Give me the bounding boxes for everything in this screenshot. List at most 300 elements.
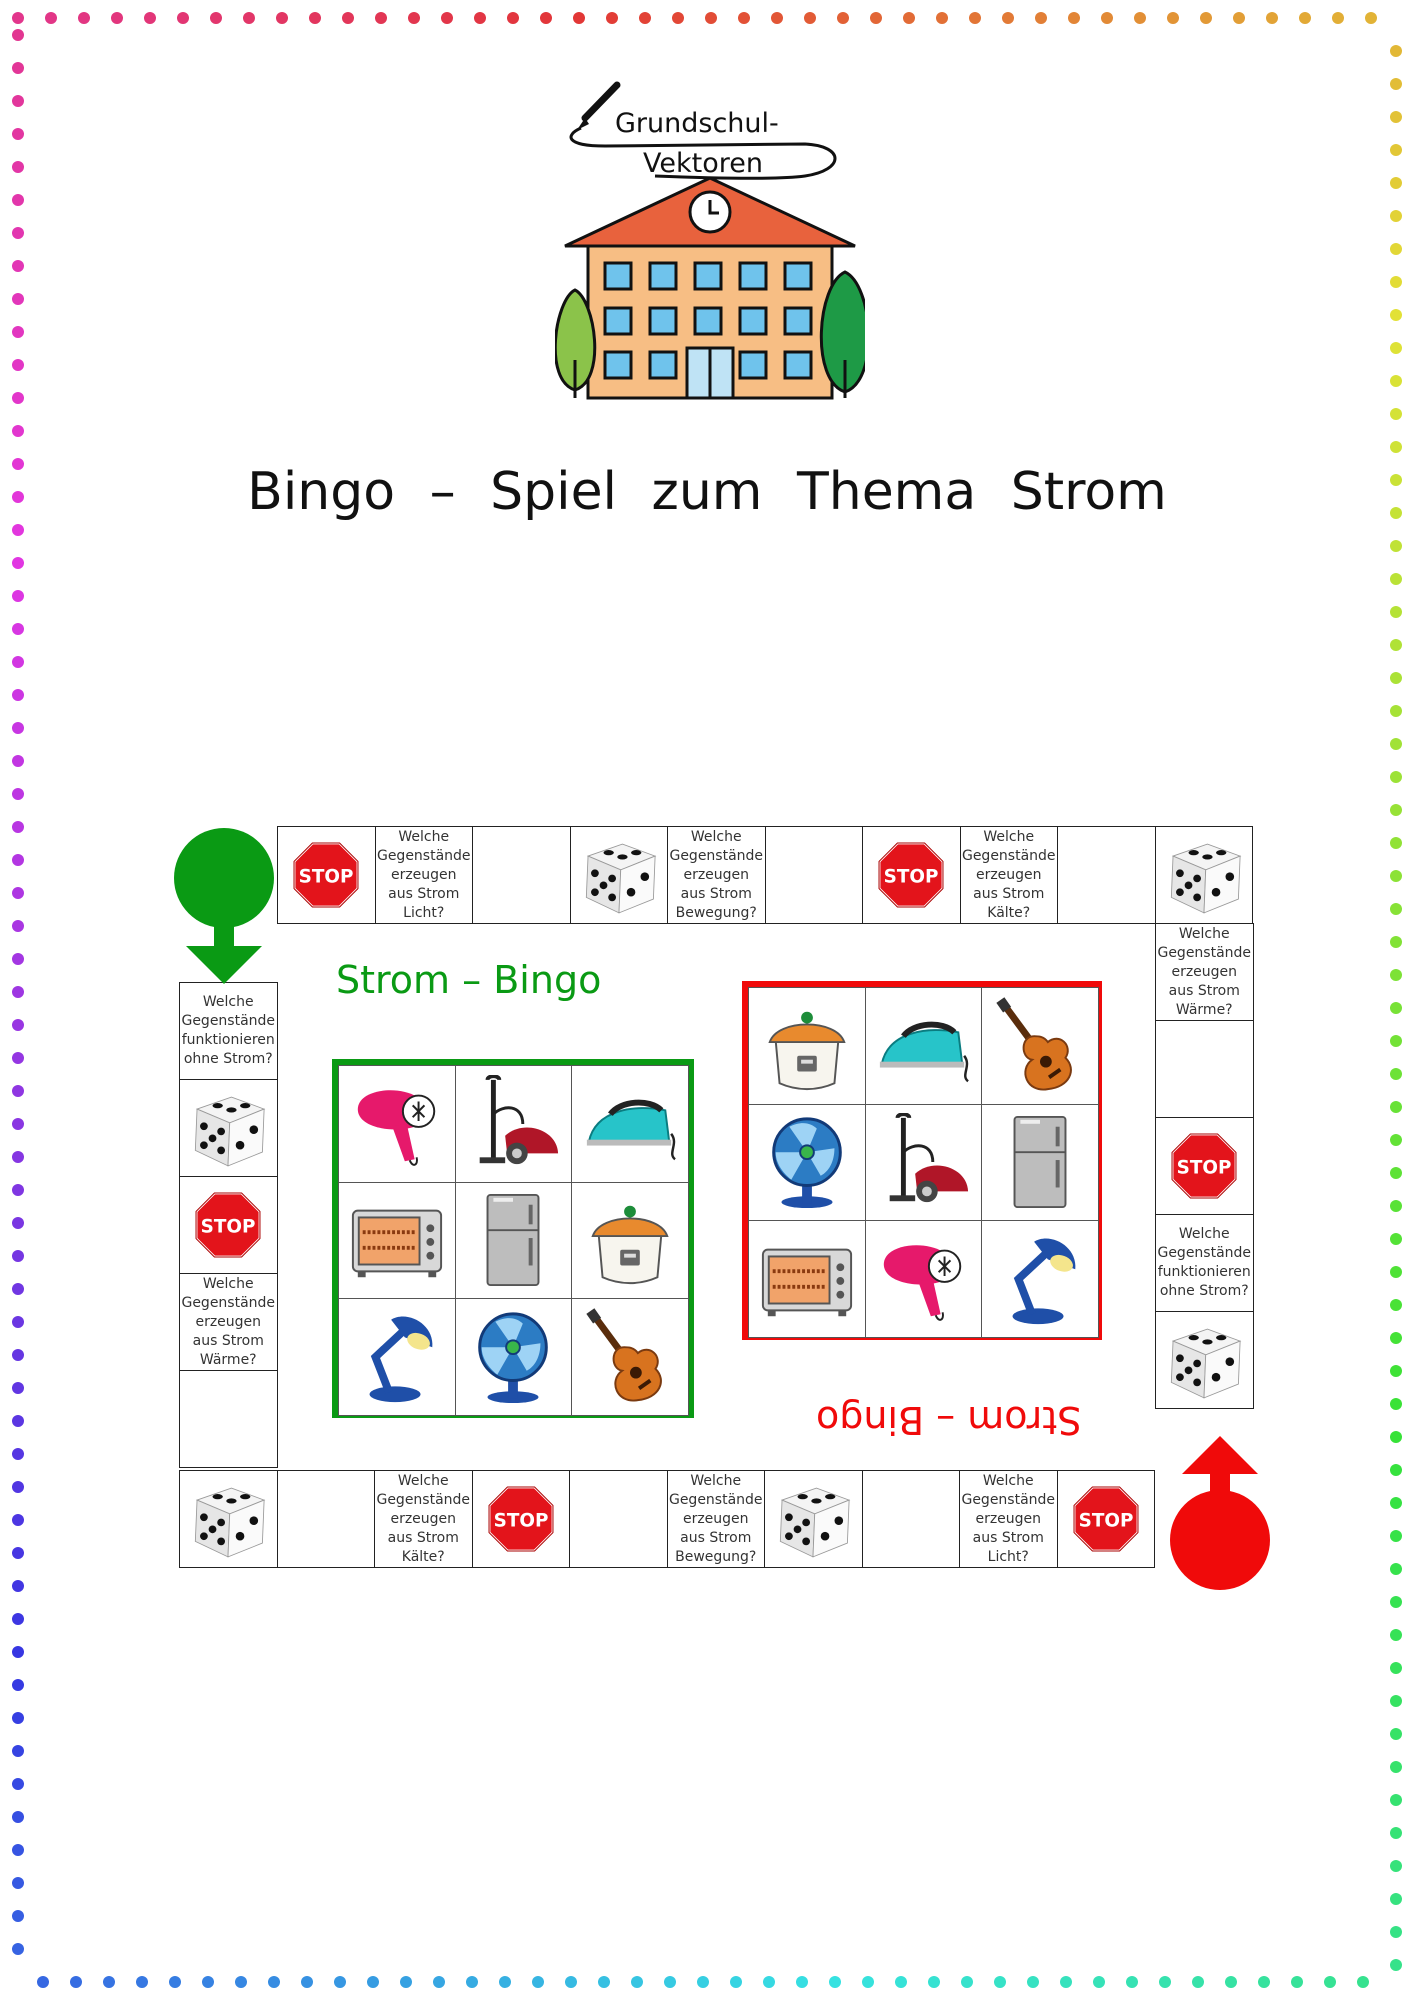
border-dot — [1390, 1860, 1402, 1872]
bingo-cell-fan — [748, 1104, 866, 1222]
bingo-cell-toaster-oven — [338, 1182, 456, 1300]
border-dot — [1390, 1959, 1402, 1971]
border-dot — [1225, 1976, 1237, 1988]
border-dot — [136, 1976, 148, 1988]
border-dot — [12, 1349, 24, 1361]
border-dot — [12, 722, 24, 734]
border-dot — [1390, 573, 1402, 585]
board-cell-question — [374, 1470, 473, 1568]
stop-icon — [877, 841, 945, 909]
stop-icon — [194, 1191, 262, 1259]
logo-line2: Vektoren — [643, 148, 763, 179]
border-dot — [1134, 12, 1146, 24]
border-dot — [829, 1976, 841, 1988]
svg-text:STOP: STOP — [200, 1216, 256, 1238]
border-dot — [12, 425, 24, 437]
border-dot — [1390, 1761, 1402, 1773]
rice-cooker-icon — [581, 1191, 679, 1289]
border-dot — [268, 1976, 280, 1988]
border-dot — [276, 12, 288, 24]
border-dot — [1390, 936, 1402, 948]
board-cell-empty — [862, 1470, 961, 1568]
school-logo — [555, 80, 865, 410]
dice-icon — [185, 1476, 271, 1562]
svg-text:STOP: STOP — [298, 866, 354, 888]
border-dot — [1390, 969, 1402, 981]
border-dot — [210, 12, 222, 24]
border-dot — [1068, 12, 1080, 24]
iron-icon — [581, 1075, 679, 1173]
bingo-cell-vacuum-cleaner — [865, 1104, 983, 1222]
border-dot — [12, 194, 24, 206]
border-dot — [12, 524, 24, 536]
border-dot — [1390, 144, 1402, 156]
border-dot — [672, 12, 684, 24]
border-dot — [1390, 804, 1402, 816]
green-bingo-label: Strom – Bingo — [336, 958, 602, 1002]
border-dot — [1027, 1976, 1039, 1988]
board-cell-empty — [569, 1470, 668, 1568]
board-cell-dice — [1155, 1311, 1254, 1409]
border-dot — [12, 1745, 24, 1757]
border-dot — [12, 1151, 24, 1163]
border-dot — [12, 1118, 24, 1130]
border-dot — [12, 1613, 24, 1625]
border-dot — [763, 1976, 775, 1988]
border-dot — [1390, 639, 1402, 651]
border-dot — [1390, 1200, 1402, 1212]
border-dot — [969, 12, 981, 24]
border-dot — [12, 821, 24, 833]
border-dot — [12, 755, 24, 767]
border-dot — [12, 326, 24, 338]
border-dot — [1390, 78, 1402, 90]
border-dot — [12, 1217, 24, 1229]
border-dot — [1390, 1068, 1402, 1080]
border-dot — [1390, 1398, 1402, 1410]
border-dot — [1390, 177, 1402, 189]
board-cell-dice — [179, 1470, 278, 1568]
border-dot — [1390, 705, 1402, 717]
border-dot — [507, 12, 519, 24]
board-cell-empty — [1155, 1020, 1254, 1118]
border-dot — [1390, 1596, 1402, 1608]
question-text: Welche Gegenstände erzeugen aus Strom Bewegung? — [668, 1472, 763, 1565]
border-dot — [12, 1844, 24, 1856]
border-dot — [1390, 1695, 1402, 1707]
board-cell-empty — [472, 826, 571, 924]
question-text: Welche Gegenstände erzeugen aus Strom Wärme? — [181, 1275, 276, 1368]
board-cell-empty — [277, 1470, 376, 1568]
border-dot — [771, 12, 783, 24]
board-cell-question — [179, 1273, 278, 1371]
bingo-cell-toaster-oven — [748, 1220, 866, 1338]
stop-icon — [292, 841, 360, 909]
border-dot — [903, 12, 915, 24]
border-dot — [1101, 12, 1113, 24]
border-dot — [1324, 1976, 1336, 1988]
border-dot — [1233, 12, 1245, 24]
border-dot — [169, 1976, 181, 1988]
border-dot — [12, 623, 24, 635]
pen-icon — [577, 85, 617, 130]
border-dot — [664, 1976, 676, 1988]
border-dot — [1159, 1976, 1171, 1988]
border-dot — [1390, 1431, 1402, 1443]
fridge-icon — [464, 1191, 562, 1289]
border-dot — [12, 1778, 24, 1790]
board-cell-question — [959, 1470, 1058, 1568]
border-dot — [111, 12, 123, 24]
border-dot — [12, 1943, 24, 1955]
border-dot — [1390, 738, 1402, 750]
border-dot — [334, 1976, 346, 1988]
border-dot — [1002, 12, 1014, 24]
bingo-cell-guitar — [571, 1298, 689, 1416]
board-cell-question — [667, 826, 766, 924]
border-dot — [12, 1646, 24, 1658]
border-dot — [1357, 1976, 1369, 1988]
border-dot — [1192, 1976, 1204, 1988]
board-cell-dice — [764, 1470, 863, 1568]
question-text: Welche Gegenstände erzeugen aus Strom Bewegung? — [669, 828, 764, 921]
question-text: Welche Gegenstände erzeugen aus Strom Licht? — [961, 1472, 1056, 1565]
border-dot — [796, 1976, 808, 1988]
border-dot — [243, 12, 255, 24]
question-text: Welche Gegenstände funktionieren ohne Strom? — [181, 994, 276, 1067]
fan-icon — [758, 1113, 856, 1211]
border-dot — [301, 1976, 313, 1988]
board-cell-empty — [179, 1370, 278, 1468]
border-dot — [1390, 1926, 1402, 1938]
border-dot — [400, 1976, 412, 1988]
border-dot — [1390, 1332, 1402, 1344]
svg-text:STOP: STOP — [1176, 1157, 1232, 1179]
border-dot — [12, 1184, 24, 1196]
board-cell-dice — [179, 1079, 278, 1177]
border-dot — [1390, 606, 1402, 618]
bingo-cell-iron — [571, 1065, 689, 1183]
question-text: Welche Gegenstände erzeugen aus Strom Kälte? — [376, 1472, 471, 1565]
board-cell-stop — [862, 826, 961, 924]
border-dot — [1093, 1976, 1105, 1988]
border-dot — [1390, 276, 1402, 288]
border-dot — [12, 1811, 24, 1823]
border-dot — [12, 29, 24, 41]
border-dot — [1390, 375, 1402, 387]
border-dot — [1390, 1728, 1402, 1740]
border-dot — [1390, 540, 1402, 552]
border-dot — [78, 12, 90, 24]
dice-icon — [1161, 832, 1247, 918]
border-dot — [1390, 1266, 1402, 1278]
question-text: Welche Gegenstände erzeugen aus Strom Kälte? — [961, 828, 1056, 921]
border-dot — [804, 12, 816, 24]
border-dot — [961, 1976, 973, 1988]
border-dot — [12, 953, 24, 965]
board-cell-question — [179, 982, 278, 1080]
bingo-cell-hair-dryer — [338, 1065, 456, 1183]
svg-text:STOP: STOP — [493, 1510, 549, 1532]
svg-text:STOP: STOP — [1078, 1510, 1134, 1532]
stop-icon — [487, 1485, 555, 1553]
green-start-arrow-icon — [170, 826, 280, 986]
svg-text:STOP: STOP — [883, 866, 939, 888]
border-dot — [1390, 1629, 1402, 1641]
board-cell-question — [667, 1470, 766, 1568]
border-dot — [177, 12, 189, 24]
border-dot — [870, 12, 882, 24]
border-dot — [1390, 1299, 1402, 1311]
guitar-icon — [991, 997, 1089, 1095]
border-dot — [1390, 1464, 1402, 1476]
border-dot — [1390, 1563, 1402, 1575]
border-dot — [1390, 441, 1402, 453]
border-dot — [1390, 243, 1402, 255]
border-dot — [12, 95, 24, 107]
border-dot — [12, 1019, 24, 1031]
border-dot — [12, 260, 24, 272]
red-start-arrow-icon — [1166, 1432, 1276, 1592]
dice-icon — [576, 832, 662, 918]
border-dot — [202, 1976, 214, 1988]
border-dot — [12, 1448, 24, 1460]
border-dot — [1390, 1134, 1402, 1146]
border-dot — [705, 12, 717, 24]
hair-dryer-icon — [348, 1075, 446, 1173]
border-dot — [408, 12, 420, 24]
border-dot — [12, 62, 24, 74]
border-dot — [1126, 1976, 1138, 1988]
border-dot — [1390, 309, 1402, 321]
toaster-oven-icon — [758, 1230, 856, 1328]
border-dot — [12, 689, 24, 701]
desk-lamp-icon — [348, 1308, 446, 1406]
board-cell-stop — [277, 826, 376, 924]
border-dot — [1390, 870, 1402, 882]
border-dot — [1390, 837, 1402, 849]
bingo-cell-guitar — [981, 987, 1099, 1105]
question-text: Welche Gegenstände funktionieren ohne Strom? — [1157, 1226, 1252, 1299]
border-dot — [1291, 1976, 1303, 1988]
border-dot — [12, 656, 24, 668]
border-dot — [12, 1283, 24, 1295]
border-dot — [1390, 1101, 1402, 1113]
vacuum-cleaner-icon — [874, 1113, 972, 1211]
rice-cooker-icon — [758, 997, 856, 1095]
bingo-cell-iron — [865, 987, 983, 1105]
border-dot — [12, 590, 24, 602]
bingo-cell-rice-cooker — [571, 1182, 689, 1300]
red-bingo-card — [742, 981, 1102, 1340]
green-bingo-card — [332, 1059, 694, 1418]
border-dot — [1390, 1893, 1402, 1905]
bingo-cell-rice-cooker — [748, 987, 866, 1105]
border-dot — [235, 1976, 247, 1988]
border-dot — [639, 12, 651, 24]
border-dot — [474, 12, 486, 24]
border-dot — [1365, 12, 1377, 24]
red-bingo-label: Strom – Bingo — [816, 1398, 1082, 1442]
board-cell-dice — [1155, 826, 1254, 924]
board-cell-stop — [179, 1176, 278, 1274]
logo-line1: Grundschul- — [615, 108, 779, 139]
border-dot — [70, 1976, 82, 1988]
question-text: Welche Gegenstände erzeugen aus Strom Licht? — [376, 828, 471, 921]
border-dot — [37, 1976, 49, 1988]
border-dot — [1390, 903, 1402, 915]
border-dot — [1390, 342, 1402, 354]
hair-dryer-icon — [874, 1230, 972, 1328]
border-dot — [433, 1976, 445, 1988]
border-dot — [12, 161, 24, 173]
border-dot — [12, 1415, 24, 1427]
border-dot — [1390, 111, 1402, 123]
border-dot — [936, 12, 948, 24]
bingo-cell-desk-lamp — [338, 1298, 456, 1416]
border-dot — [1390, 1662, 1402, 1674]
border-dot — [12, 854, 24, 866]
border-dot — [1390, 1530, 1402, 1542]
border-dot — [598, 1976, 610, 1988]
border-dot — [144, 12, 156, 24]
bingo-cell-desk-lamp — [981, 1220, 1099, 1338]
border-dot — [466, 1976, 478, 1988]
border-dot — [12, 1382, 24, 1394]
vacuum-cleaner-icon — [464, 1075, 562, 1173]
bingo-cell-hair-dryer — [865, 1220, 983, 1338]
board-cell-empty — [765, 826, 864, 924]
board-cell-empty — [1057, 826, 1156, 924]
board-cell-stop — [1155, 1117, 1254, 1215]
border-dot — [12, 1250, 24, 1262]
iron-icon — [874, 997, 972, 1095]
guitar-icon — [581, 1308, 679, 1406]
board-cell-stop — [1057, 1470, 1156, 1568]
border-dot — [565, 1976, 577, 1988]
border-dot — [631, 1976, 643, 1988]
board-cell-question — [960, 826, 1059, 924]
border-dot — [1390, 1002, 1402, 1014]
border-dot — [1332, 12, 1344, 24]
bingo-cell-fan — [455, 1298, 573, 1416]
border-dot — [606, 12, 618, 24]
border-dot — [928, 1976, 940, 1988]
border-dot — [12, 392, 24, 404]
border-dot — [1258, 1976, 1270, 1988]
border-dot — [12, 1580, 24, 1592]
border-dot — [12, 557, 24, 569]
border-dot — [12, 359, 24, 371]
border-dot — [12, 1910, 24, 1922]
border-dot — [309, 12, 321, 24]
board-cell-stop — [472, 1470, 571, 1568]
border-dot — [1390, 1233, 1402, 1245]
board-cell-question — [1155, 923, 1254, 1021]
question-text: Welche Gegenstände erzeugen aus Strom Wärme? — [1157, 925, 1252, 1018]
border-dot — [367, 1976, 379, 1988]
border-dot — [1060, 1976, 1072, 1988]
border-dot — [1390, 1365, 1402, 1377]
border-dot — [1390, 1794, 1402, 1806]
border-dot — [1390, 210, 1402, 222]
border-dot — [730, 1976, 742, 1988]
border-dot — [1390, 45, 1402, 57]
board-cell-dice — [570, 826, 669, 924]
border-dot — [1390, 771, 1402, 783]
border-dot — [1299, 12, 1311, 24]
border-dot — [1390, 1035, 1402, 1047]
dice-icon — [1161, 1317, 1247, 1403]
page-title: Bingo – Spiel zum Thema Strom — [247, 462, 1167, 522]
board-cell-question — [375, 826, 474, 924]
border-dot — [1200, 12, 1212, 24]
border-dot — [738, 12, 750, 24]
border-dot — [1266, 12, 1278, 24]
border-dot — [1167, 12, 1179, 24]
border-dot — [1390, 1497, 1402, 1509]
border-dot — [12, 1052, 24, 1064]
border-dot — [103, 1976, 115, 1988]
border-dot — [12, 986, 24, 998]
border-dot — [12, 1514, 24, 1526]
border-dot — [342, 12, 354, 24]
border-dot — [12, 293, 24, 305]
border-dot — [994, 1976, 1006, 1988]
border-dot — [573, 12, 585, 24]
dice-icon — [185, 1085, 271, 1171]
bingo-cell-fridge — [455, 1182, 573, 1300]
border-dot — [375, 12, 387, 24]
border-dot — [12, 12, 24, 24]
border-dot — [1390, 672, 1402, 684]
border-dot — [697, 1976, 709, 1988]
board-cell-question — [1155, 1214, 1254, 1312]
border-dot — [532, 1976, 544, 1988]
desk-lamp-icon — [991, 1230, 1089, 1328]
border-dot — [540, 12, 552, 24]
border-dot — [45, 12, 57, 24]
border-dot — [1390, 1827, 1402, 1839]
border-dot — [12, 1679, 24, 1691]
border-dot — [12, 1712, 24, 1724]
fan-icon — [464, 1308, 562, 1406]
border-dot — [12, 1316, 24, 1328]
border-dot — [12, 128, 24, 140]
toaster-oven-icon — [348, 1191, 446, 1289]
stop-icon — [1072, 1485, 1140, 1553]
border-dot — [12, 887, 24, 899]
border-dot — [895, 1976, 907, 1988]
border-dot — [837, 12, 849, 24]
border-dot — [862, 1976, 874, 1988]
border-dot — [1390, 1167, 1402, 1179]
border-dot — [1390, 408, 1402, 420]
border-dot — [12, 920, 24, 932]
border-dot — [499, 1976, 511, 1988]
border-dot — [12, 1547, 24, 1559]
fridge-icon — [991, 1113, 1089, 1211]
bingo-cell-fridge — [981, 1104, 1099, 1222]
border-dot — [1035, 12, 1047, 24]
border-dot — [12, 1481, 24, 1493]
border-dot — [12, 1085, 24, 1097]
bingo-cell-vacuum-cleaner — [455, 1065, 573, 1183]
border-dot — [12, 788, 24, 800]
border-dot — [12, 227, 24, 239]
border-dot — [441, 12, 453, 24]
border-dot — [12, 1877, 24, 1889]
